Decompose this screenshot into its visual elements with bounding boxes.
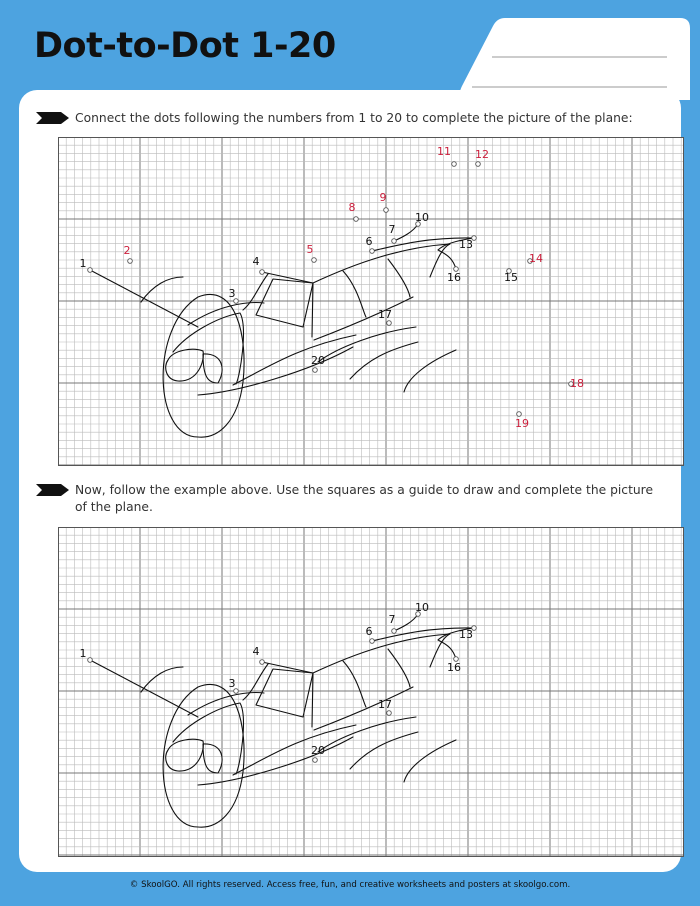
dot-4[interactable] [260, 660, 265, 665]
footer-copyright: © SkoolGO. All rights reserved. Access free, fun, and creative worksheets and posters at skoolgo.com. [129, 880, 571, 890]
dot-11[interactable] [452, 162, 457, 167]
dot-1[interactable] [88, 658, 93, 663]
dot-1[interactable] [88, 268, 93, 273]
dot-4[interactable] [260, 270, 265, 275]
dot-label-1: 1 [79, 257, 87, 270]
dot-label-3: 3 [228, 287, 236, 300]
dot-label-15: 15 [504, 271, 518, 284]
dot-8[interactable] [354, 217, 359, 222]
dot-label-18: 18 [570, 377, 584, 390]
dot-label-5: 5 [306, 243, 314, 256]
dot-label-6: 6 [365, 235, 373, 248]
dot-label-4: 4 [252, 255, 260, 268]
arrow-icon [36, 112, 69, 124]
dot-12[interactable] [476, 162, 481, 167]
dot-label-4: 4 [252, 645, 260, 658]
dot-7[interactable] [392, 239, 397, 244]
dot-label-8: 8 [348, 201, 356, 214]
dot-20[interactable] [313, 368, 318, 373]
drawing-practice-grid[interactable] [58, 527, 685, 857]
dot-to-dot-grid[interactable] [58, 137, 685, 466]
dot-label-10: 10 [415, 601, 429, 614]
instruction-draw-plane: Now, follow the example above. Use the squares as a guide to draw and complete the picture of the plane. [75, 483, 654, 514]
dot-label-19: 19 [515, 417, 529, 430]
dot-9[interactable] [384, 208, 389, 213]
instruction-connect-dots: Connect the dots following the numbers from 1 to 20 to complete the picture of the plane: [75, 111, 633, 125]
dot-6[interactable] [370, 639, 375, 644]
arrow-icon [36, 484, 69, 496]
dot-label-9: 9 [379, 191, 387, 204]
dot-7[interactable] [392, 629, 397, 634]
dot-label-11: 11 [437, 145, 451, 158]
dot-label-16: 16 [447, 271, 461, 284]
dot-label-16: 16 [447, 661, 461, 674]
dot-label-20: 20 [311, 744, 325, 757]
dot-label-1: 1 [79, 647, 87, 660]
dot-17[interactable] [387, 321, 392, 326]
dot-label-7: 7 [388, 613, 396, 626]
dot-label-3: 3 [228, 677, 236, 690]
page-title: Dot-to-Dot 1-20 [34, 26, 336, 66]
dot-label-17: 17 [378, 698, 392, 711]
dot-label-12: 12 [475, 148, 489, 161]
dot-label-2: 2 [123, 244, 131, 257]
dot-label-14: 14 [529, 252, 543, 265]
dot-label-10: 10 [415, 211, 429, 224]
dot-6[interactable] [370, 249, 375, 254]
dot-20[interactable] [313, 758, 318, 763]
dot-label-17: 17 [378, 308, 392, 321]
dot-label-7: 7 [388, 223, 396, 236]
dot-2[interactable] [128, 259, 133, 264]
dot-5[interactable] [312, 258, 317, 263]
dot-19[interactable] [517, 412, 522, 417]
dot-17[interactable] [387, 711, 392, 716]
dot-label-6: 6 [365, 625, 373, 638]
dot-label-20: 20 [311, 354, 325, 367]
dot-label-13: 13 [459, 628, 473, 641]
dot-label-13: 13 [459, 238, 473, 251]
